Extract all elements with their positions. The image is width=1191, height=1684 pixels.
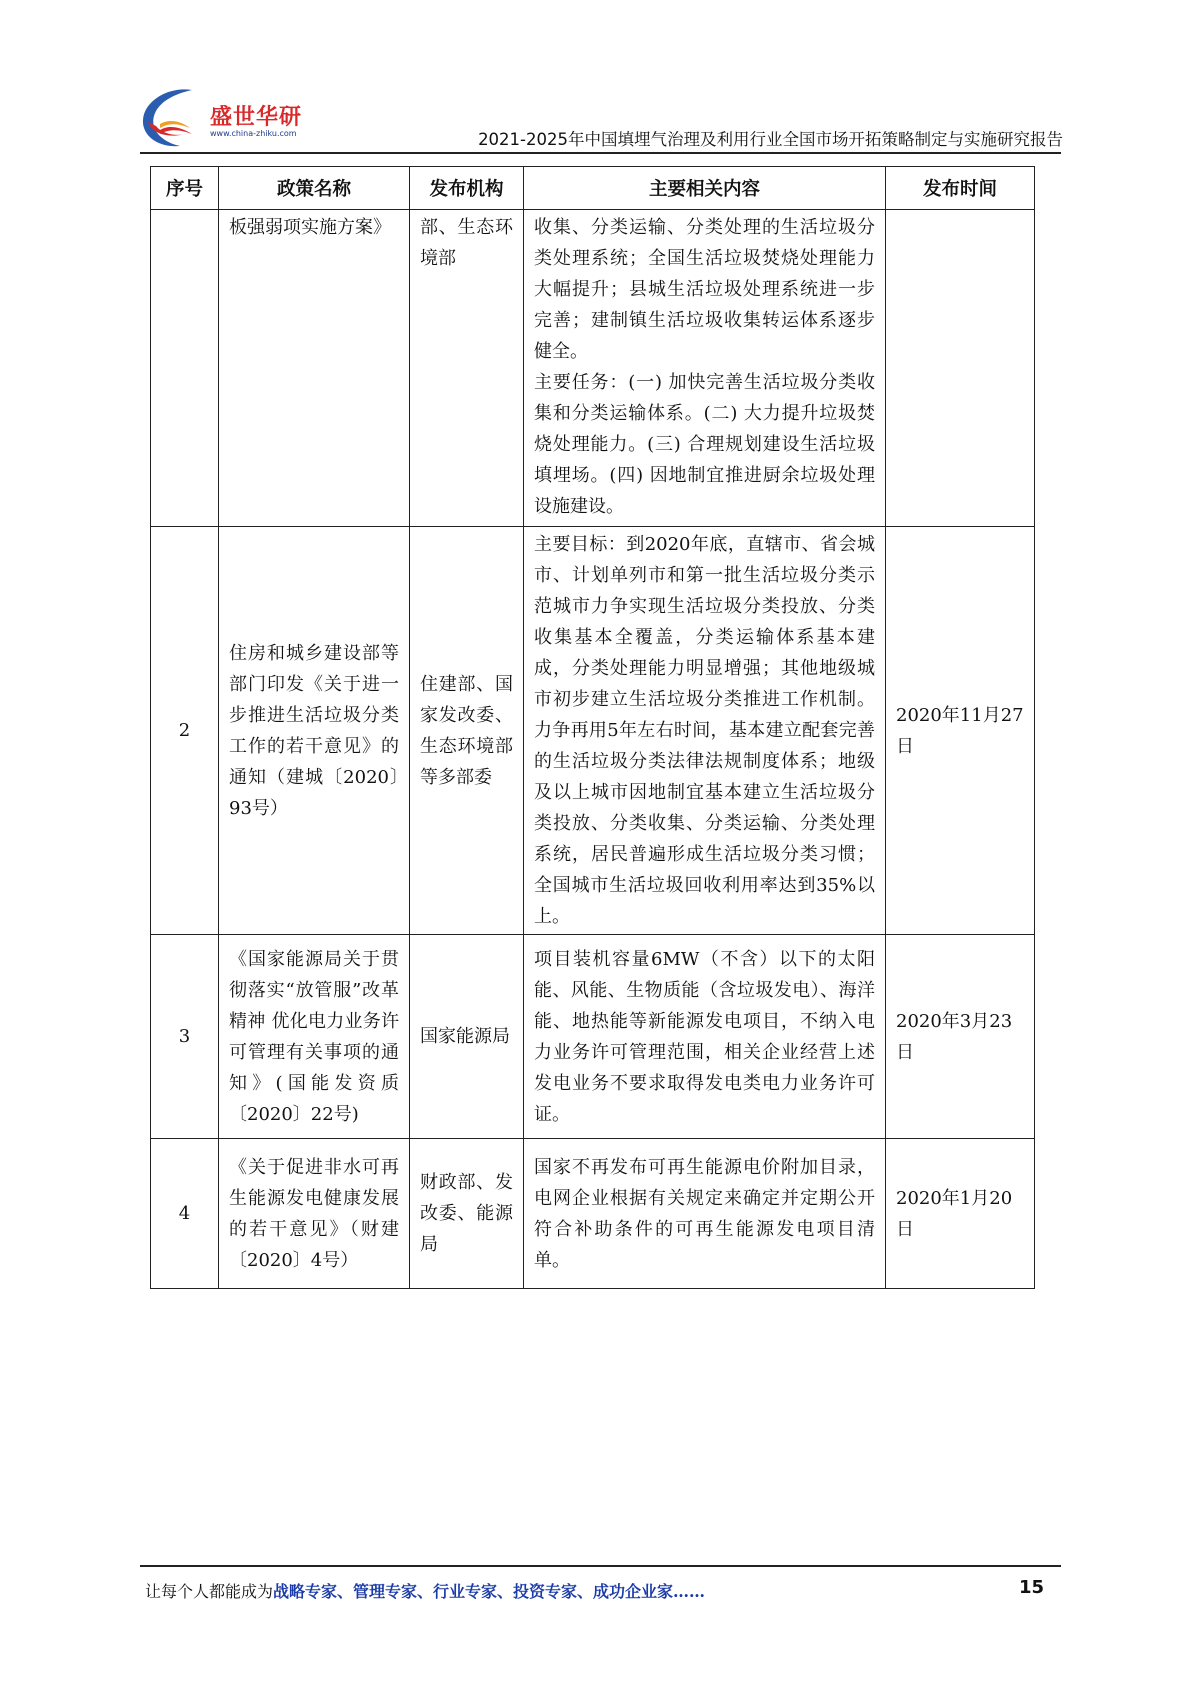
header-divider xyxy=(140,152,1061,154)
cell-seq: 3 xyxy=(151,935,219,1139)
cell-agency: 国家能源局 xyxy=(410,935,524,1139)
cell-seq xyxy=(151,210,219,527)
policy-table xyxy=(150,166,1035,1289)
cell-date: 2020年11月27日 xyxy=(886,527,1035,935)
header-content: 主要相关内容 xyxy=(524,167,886,210)
footer-prefix: 让每个人都能成为 xyxy=(145,1582,274,1601)
content-paragraph: 主要任务：(一) 加快完善生活垃圾分类收集和分类运输体系。(二) 大力提升垃圾焚烧处理能力。(三) 合理规划建设生活垃圾填埋场。(四) 因地制宜推进厨余垃圾处理设施建设。 xyxy=(534,372,875,517)
cell-seq: 2 xyxy=(151,527,219,935)
header-agency: 发布机构 xyxy=(410,167,524,210)
cell-content: 项目装机容量6MW（不含）以下的太阳能、风能、生物质能（含垃圾发电）、海洋能、地热能等新能源发电项目，不纳入电力业务许可管理范围，相关企业经营上述发电业务不要求取得发电类电力业务许可证。 xyxy=(524,935,886,1139)
footer-highlight: 战略专家、管理专家、行业专家、投资专家、成功企业家…… xyxy=(273,1582,706,1601)
cell-policy-name: 板强弱项实施方案》 xyxy=(219,210,410,527)
footer-divider xyxy=(140,1565,1061,1567)
header-date: 发布时间 xyxy=(886,167,1035,210)
content-paragraph: 收集、分类运输、分类处理的生活垃圾分类处理系统；全国生活垃圾焚烧处理能力大幅提升；县城生活垃圾处理系统进一步完善；建制镇生活垃圾收集转运体系逐步健全。 xyxy=(534,217,875,362)
cell-agency: 部、生态环境部 xyxy=(410,210,524,527)
table-row xyxy=(151,210,1035,527)
cell-policy-name: 《关于促进非水可再生能源发电健康发展的若干意见》（财建〔2020〕4号） xyxy=(219,1139,410,1289)
table-header-row xyxy=(151,167,1035,210)
cell-date: 2020年1月20日 xyxy=(886,1139,1035,1289)
page-number: 15 xyxy=(1018,1577,1044,1598)
cell-date xyxy=(886,210,1035,527)
cell-seq: 4 xyxy=(151,1139,219,1289)
cell-content xyxy=(524,210,886,527)
cell-date: 2020年3月23日 xyxy=(886,935,1035,1139)
cell-policy-name: 住房和城乡建设部等部门印发《关于进一步推进生活垃圾分类工作的若干意见》的通知（建城〔2020〕93号） xyxy=(219,527,410,935)
cell-agency: 住建部、国家发改委、生态环境部等多部委 xyxy=(410,527,524,935)
header-seq: 序号 xyxy=(151,167,219,210)
footer-slogan xyxy=(145,1579,705,1602)
cell-agency: 财政部、发改委、能源局 xyxy=(410,1139,524,1289)
cell-content: 主要目标：到2020年底，直辖市、省会城市、计划单列市和第一批生活垃圾分类示范城市力争实现生活垃圾分类投放、分类收集基本全覆盖，分类运输体系基本建成，分类处理能力明显增强；其他地级城市初步建立生活垃圾分类推进工作机制。力争再用5年左右时间，基本建立配套完善的生活垃圾分类法律法规制度体系；地级及以上城市因地制宜基本建立生活垃圾分类投放、分类收集、分类运输、分类处理系统，居民普遍形成生活垃圾分类习惯；全国城市生活垃圾回收利用率达到35%以上。 xyxy=(524,527,886,935)
logo-text: 盛世华研 xyxy=(210,105,303,130)
report-title: 2021-2025年中国填埋气治理及利用行业全国市场开拓策略制定与实施研究报告 xyxy=(478,130,1063,149)
table-row xyxy=(151,1139,1035,1289)
table-row xyxy=(151,935,1035,1139)
cell-content: 国家不再发布可再生能源电价附加目录，电网企业根据有关规定来确定并定期公开符合补助条件的可再生能源发电项目清单。 xyxy=(524,1139,886,1289)
header-policy-name: 政策名称 xyxy=(219,167,410,210)
logo-url: www.china-zhiku.com xyxy=(210,129,297,138)
cell-policy-name: 《国家能源局关于贯彻落实“放管服”改革精神 优化电力业务许可管理有关事项的通知》(国能发资质〔2020〕22号) xyxy=(219,935,410,1139)
table-row xyxy=(151,527,1035,935)
